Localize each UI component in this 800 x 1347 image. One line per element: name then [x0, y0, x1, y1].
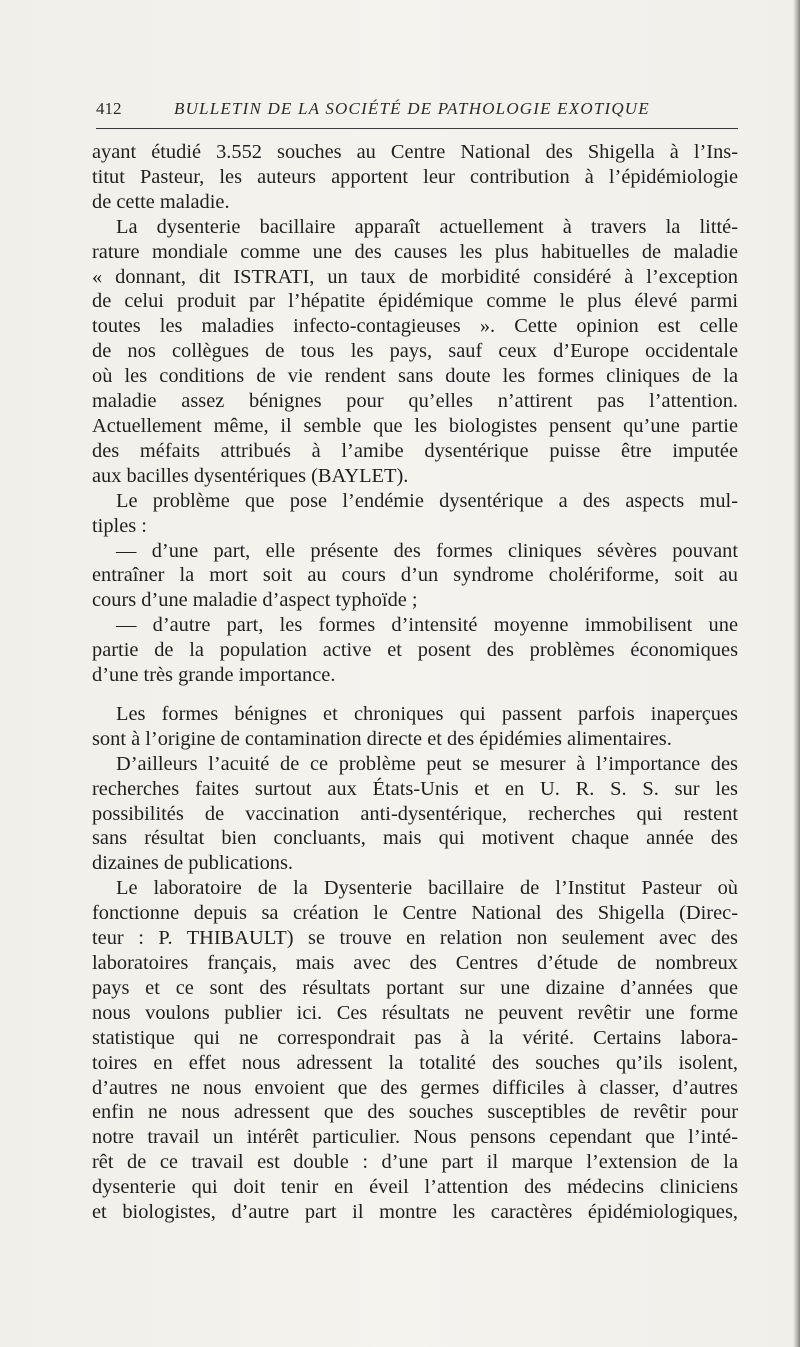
text-line: d’autres ne nous envoient que des germes difficiles à classer, d’autres — [92, 1076, 738, 1099]
text-line: d’une très grande importance. — [92, 664, 336, 687]
text-line: où les conditions de vie rendent sans doute les formes cliniques de la — [92, 365, 738, 388]
text-line: Le problème que pose l’endémie dysentérique a des aspects mul- — [116, 489, 738, 512]
text-line: ayant étudié 3.552 souches au Centre National des Shigella à l’Ins- — [92, 141, 738, 163]
text-line: tiples : — [92, 514, 147, 537]
text-line: statistique qui ne correspondrait pas à la vérité. Certains labora- — [92, 1026, 738, 1049]
text-line: de cette maladie. — [92, 190, 230, 213]
text-line: de celui produit par l’hépatite épidémique comme le plus élevé parmi — [92, 290, 738, 313]
text-line: cours d’une maladie d’aspect typhoïde ; — [92, 589, 418, 612]
text-line: teur : P. THIBAULT) se trouve en relation non seulement avec des — [92, 927, 738, 950]
page-number: 412 — [96, 99, 122, 118]
header-rule — [96, 128, 738, 129]
text-line: Le laboratoire de la Dysenterie bacillaire de l’Institut Pasteur où — [116, 877, 738, 900]
text-line: partie de la population active et posent des problèmes économiques — [92, 639, 738, 662]
text-line: rêt de ce travail est double : d’une part il marque l’extension de la — [92, 1151, 738, 1174]
text-line: aux bacilles dysentériques (BAYLET). — [92, 464, 409, 487]
text-line: nous voulons publier ici. Ces résultats ne peuvent revêtir une forme — [92, 1001, 738, 1024]
text-line: titut Pasteur, les auteurs apportent leur contribution à l’épidémiologie — [92, 165, 738, 188]
text-line: dysenterie qui doit tenir en éveil l’attention des médecins cliniciens — [92, 1176, 738, 1199]
text-line: et biologistes, d’autre part il montre les caractères épidémiologiques, — [92, 1201, 738, 1224]
running-header — [96, 98, 736, 122]
text-line: toires en effet nous adressent la totalité des souches qu’ils isolent, — [92, 1051, 738, 1074]
text-line: D’ailleurs l’acuité de ce problème peut se mesurer à l’importance des — [116, 752, 738, 775]
text-line: pays et ce sont des résultats portant sur une dizaine d’années que — [92, 976, 738, 999]
text-line: « donnant, dit ISTRATI, un taux de morbidité considéré à l’exception — [92, 265, 738, 288]
text-line: des méfaits attribués à l’amibe dysentérique puisse être imputée — [92, 439, 738, 462]
body-text — [92, 140, 738, 1225]
paragraph-gap — [92, 688, 738, 702]
text-line: notre travail un intérêt particulier. Nous pensons cependant que l’inté- — [92, 1126, 738, 1149]
text-line: rature mondiale comme une des causes les plus habituelles de maladie — [92, 240, 738, 263]
text-line: laboratoires français, mais avec des Centres d’étude de nombreux — [92, 952, 738, 974]
text-line: La dysenterie bacillaire apparaît actuellement à travers la litté- — [116, 215, 738, 238]
text-line: toutes les maladies infecto-contagieuses ». Cette opinion est celle — [92, 315, 738, 338]
text-line: dizaines de publications. — [92, 852, 294, 875]
text-line: — d’autre part, les formes d’intensité moyenne immobilisent une — [116, 614, 738, 637]
text-line: sans résultat bien concluants, mais qui motivent chaque année des — [92, 827, 738, 850]
running-title: BULLETIN DE LA SOCIÉTÉ DE PATHOLOGIE EXOTIQUE — [174, 99, 650, 118]
text-line: recherches faites surtout aux États-Unis et en U. R. S. S. sur les — [92, 777, 738, 800]
text-line: Les formes bénignes et chroniques qui passent parfois inaperçues — [116, 702, 738, 725]
text-line: entraîner la mort soit au cours d’un syndrome cholériforme, soit au — [92, 564, 738, 587]
text-line: de nos collègues de tous les pays, sauf ceux d’Europe occidentale — [92, 340, 738, 363]
text-line: — d’une part, elle présente des formes cliniques sévères pouvant — [116, 539, 738, 562]
text-line: maladie assez bénignes pour qu’elles n’attirent pas l’attention. — [92, 390, 738, 413]
text-line: Actuellement même, il semble que les biologistes pensent qu’une partie — [92, 414, 738, 437]
text-line: sont à l’origine de contamination directe et des épidémies alimentaires. — [92, 727, 672, 750]
text-line: fonctionne depuis sa création le Centre National des Shigella (Direc- — [92, 902, 738, 925]
text-line: enfin ne nous adressent que des souches susceptibles de revêtir pour — [92, 1101, 738, 1124]
text-line: possibilités de vaccination anti-dysentérique, recherches qui restent — [92, 802, 738, 825]
page-edge-shadow — [793, 0, 800, 1347]
